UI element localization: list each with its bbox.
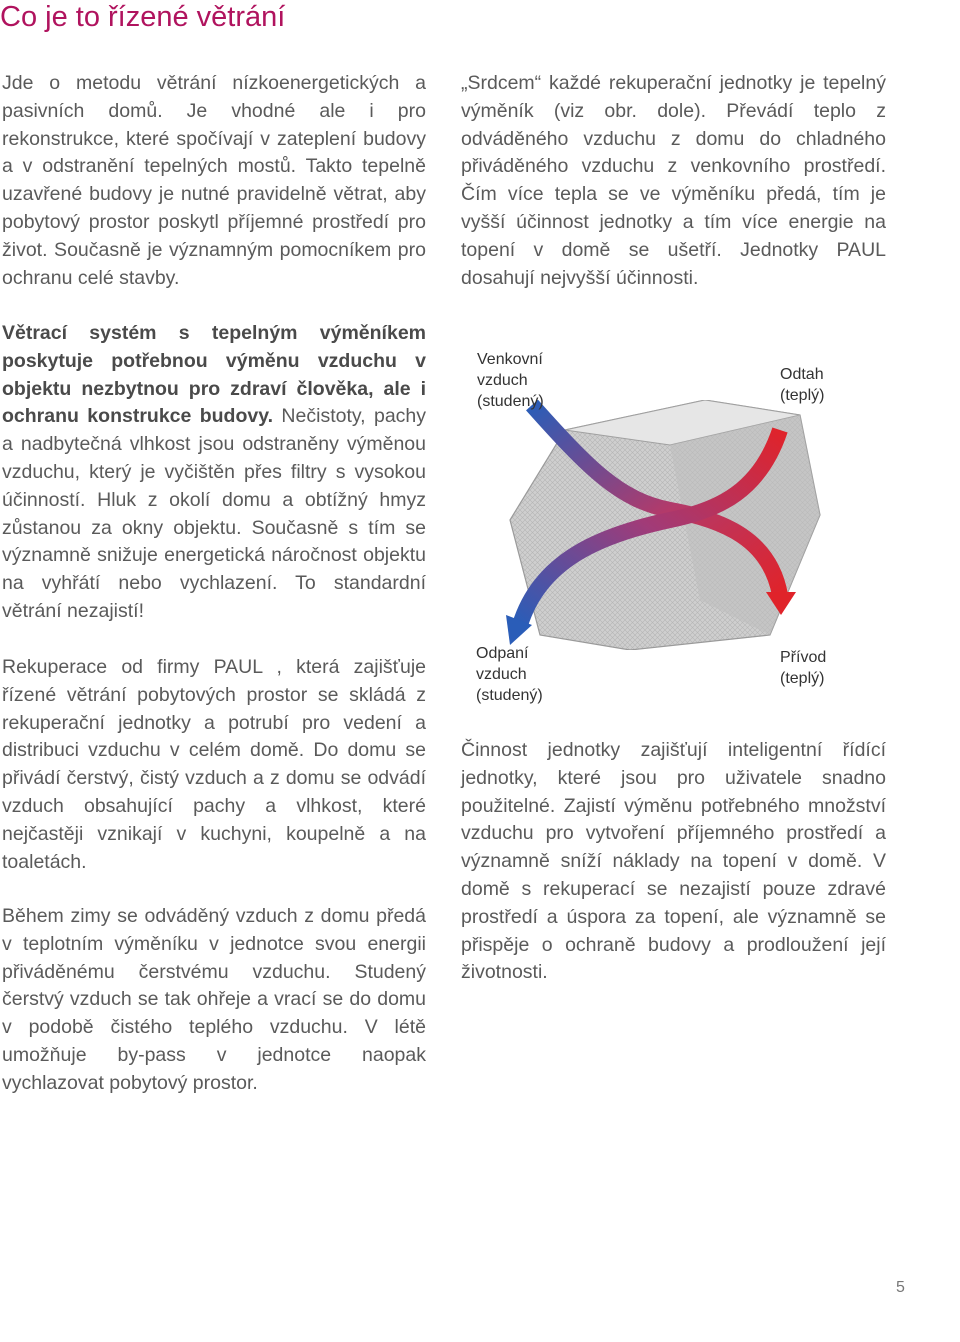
label-supply-line2: (teplý) bbox=[780, 670, 825, 687]
label-supply bbox=[780, 647, 870, 689]
label-exhaust bbox=[780, 364, 870, 406]
label-waste-air-line1: Odpaní bbox=[476, 645, 529, 662]
intro-paragraph: Jde o metodu větrání nízkoenergetických a pasivních domů. Je vhodné ale i pro rekonstrukce, které spočívají v zateplení budovy a v odstranění tepelných mostů. Takto tepelně uzavřené budovy je nutné pravidelně větrat, aby pobytový prostor poskytl příjemné prostředí pro život. Současně je významným pomocníkem pro ochranu celé stavby. bbox=[2, 72, 426, 289]
label-outdoor-air-line1: Venkovní bbox=[477, 351, 543, 368]
ventilation-system-lead: Větrací systém s tepelným výměníkem poskytuje potřebnou výměnu vzduchu v objektu nezbytnou pro zdraví člověka, ale i ochranu konstrukce budovy. bbox=[2, 322, 426, 428]
label-waste-air-line3: (studený) bbox=[476, 687, 543, 704]
label-waste-air bbox=[476, 643, 586, 706]
heat-exchanger-diagram bbox=[470, 400, 930, 650]
label-exhaust-line2: (teplý) bbox=[780, 387, 825, 404]
page-title: Co je to řízené větrání bbox=[0, 1, 286, 33]
recuperation-paragraph: Rekuperace od firmy PAUL , která zajišťuje řízené větrání pobytových prostor se skládá z rekuperační jednotky a potrubí pro vedení a distribuci vzduchu v celém domě. Do domu se přivádí čerstvý, čistý vzduch a z domu se odvádí vzduch obsahující pachy a vlhkost, které nejčastěji vznikají v kuchyni, koupelně a na toaletách. bbox=[2, 656, 426, 873]
label-outdoor-air-line2: vzduch bbox=[477, 372, 528, 389]
control-unit-paragraph: Činnost jednotky zajišťují inteligentní řídící jednotky, které jsou pro uživatele snadno použitelné. Zajistí výměnu potřebného množství vzduchu pro vytvoření příjemného prostředí a významně sníží náklady na topení v domě. V domě s rekuperací se nezajistí pouze zdravé prostředí a úspora za topení, ale významně se přispěje o ochraně budovy a prodloužení její životnosti. bbox=[461, 739, 886, 984]
ventilation-system-paragraph bbox=[2, 320, 426, 626]
page-number: 5 bbox=[896, 1279, 905, 1296]
label-supply-line1: Přívod bbox=[780, 649, 827, 666]
heat-exchanger-paragraph: „Srdcem“ každé rekuperační jednotky je tepelný výměník (viz obr. dole). Převádí teplo z odváděného vzduchu z domu do chladného přiváděného vzduchu z venkovního prostředí. Čím více tepla se ve výměníku předá, tím je vyšší účinnost jednotky a tím více energie na topení v domě se ušetří. Jednotky PAUL dosahují nejvyšší účinnosti. bbox=[461, 72, 886, 289]
label-waste-air-line2: vzduch bbox=[476, 666, 527, 683]
label-outdoor-air-line3: (studený) bbox=[477, 393, 544, 410]
label-exhaust-line1: Odtah bbox=[780, 366, 824, 383]
winter-summer-paragraph: Během zimy se odváděný vzduch z domu předá v teplotním výměníku v jednotce svou energii přiváděnému čerstvému vzduchu. Studený čerstvý vzduch se tak ohřeje a vrací se do domu v podobě čistého teplého vzduchu. V létě umožňuje by-pass v jednotce naopak vychlazovat pobytový prostor. bbox=[2, 905, 426, 1094]
ventilation-system-body: Nečistoty, pachy a nadbytečná vlhkost jsou odstraněny výměnou vzduchu, který je vyčištěn přes filtry s vysokou účinností. Hluk z okolí domu a obtížný hmyz zůstanou za okny objektu. Současně s tím se významně snižuje energetická náročnost objektu na vyhřátí nebo vychlazení. To standardní větrání nezajistí! bbox=[2, 405, 427, 622]
label-outdoor-air bbox=[477, 349, 587, 412]
